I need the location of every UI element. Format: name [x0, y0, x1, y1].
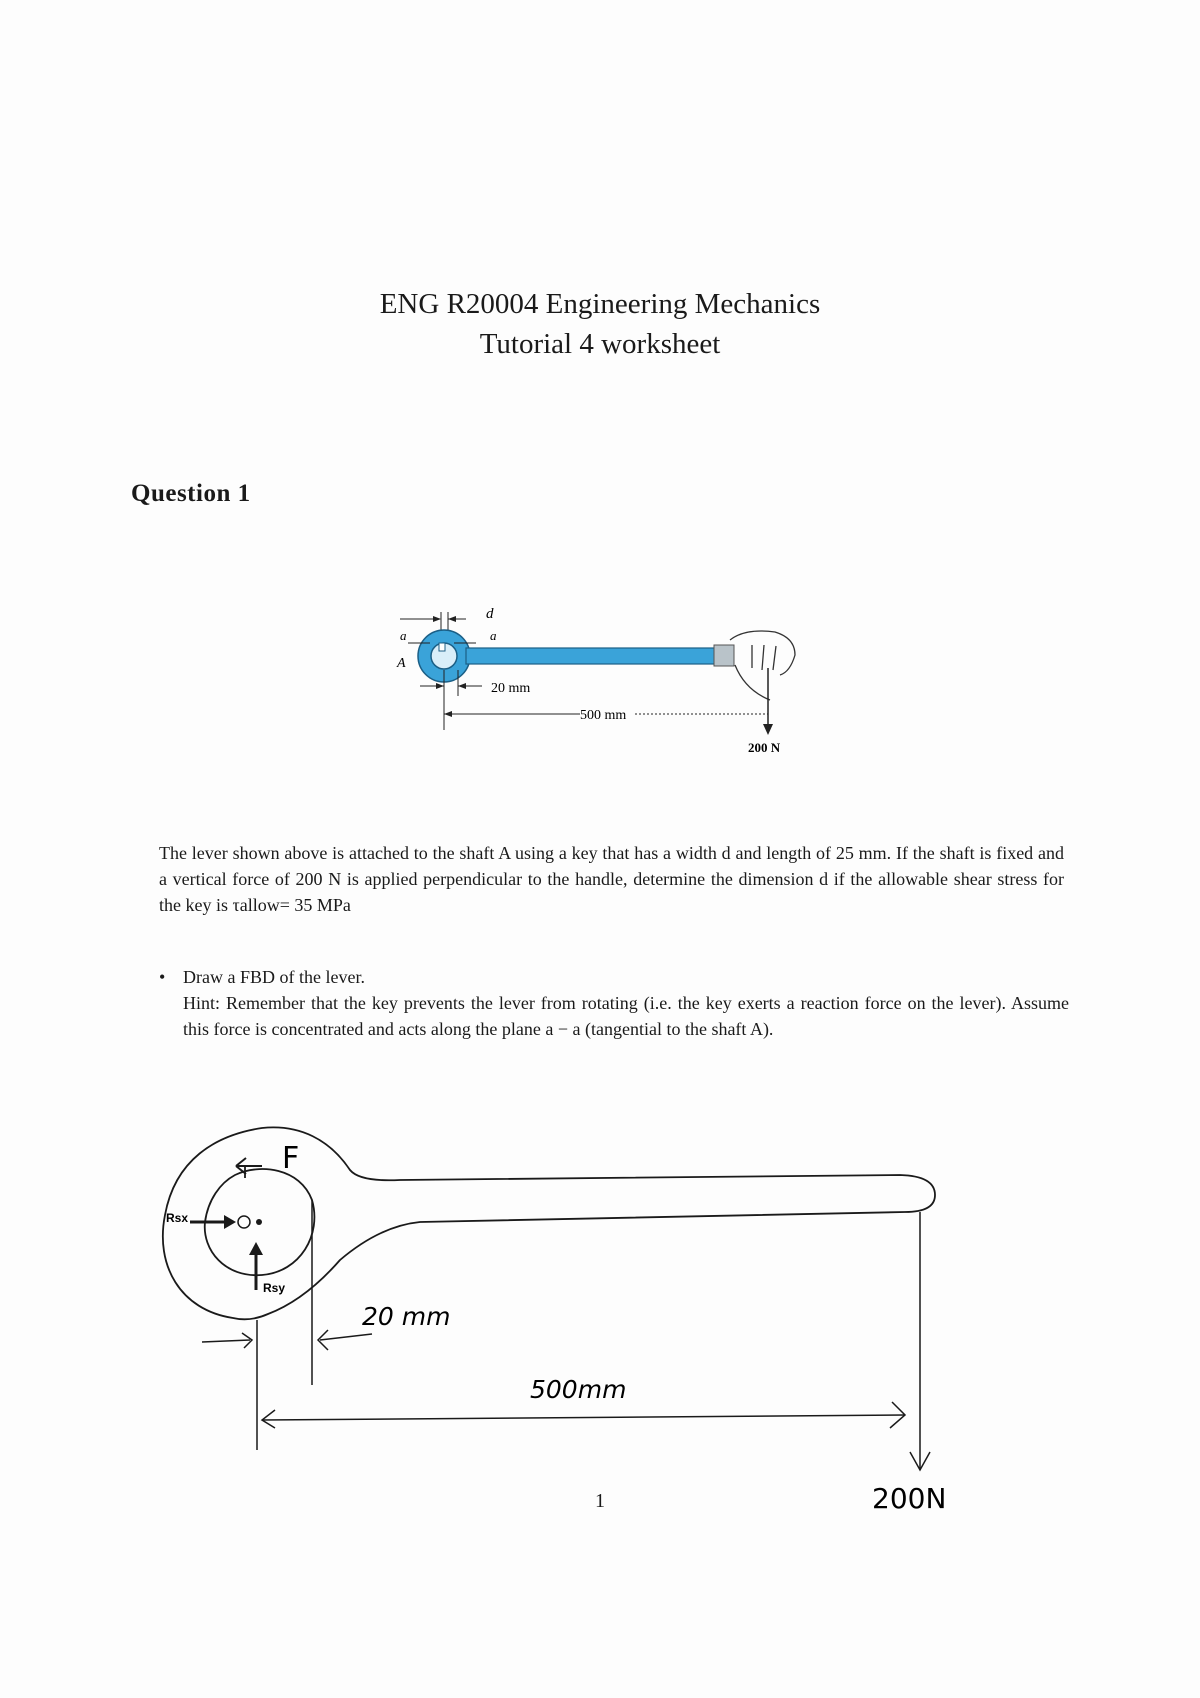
figure-dim-500: 500 mm [580, 708, 627, 723]
figure-label-d: d [486, 606, 494, 622]
document-title: ENG R20004 Engineering Mechanics [379, 288, 821, 320]
bullet-text: Draw a FBD of the lever. [183, 967, 365, 987]
sketch-label-Rsy: Rsy [263, 1281, 286, 1295]
bullet-marker: • [159, 967, 166, 987]
page-number: 1 [595, 1490, 605, 1512]
document-subtitle: Tutorial 4 worksheet [479, 328, 721, 360]
figure-label-a-left: a [400, 628, 407, 643]
sketch-dim-20: 20 mm [362, 1302, 451, 1331]
sketch-label-Rsx: Rsx [166, 1211, 189, 1225]
figure-label-A: A [397, 656, 406, 671]
hint-text: Hint: Remember that the key prevents the lever from rotating (i.e. the key exerts a reaction force on the lever). Assume this force is concentrated and acts along the plane a − a (tangential to the shaft A). [183, 993, 1069, 1039]
sketch-dim-500: 500mm [530, 1375, 627, 1404]
sketch-label-F: F [282, 1141, 300, 1176]
sketch-force-label: 200N [872, 1482, 947, 1515]
question-heading: Question 1 [131, 480, 251, 507]
figure-label-a-right: a [490, 628, 497, 643]
problem-statement: The lever shown above is attached to the shaft A using a key that has a width d and length of 25 mm. If the shaft is fixed and a vertical force of 200 N is applied perpendicular to the handle, determine the dimension d if the allowable shear stress for the key is τallow= 35 MPa [159, 843, 1064, 915]
figure-force-label: 200 N [748, 740, 781, 755]
figure-dim-20: 20 mm [491, 681, 531, 696]
